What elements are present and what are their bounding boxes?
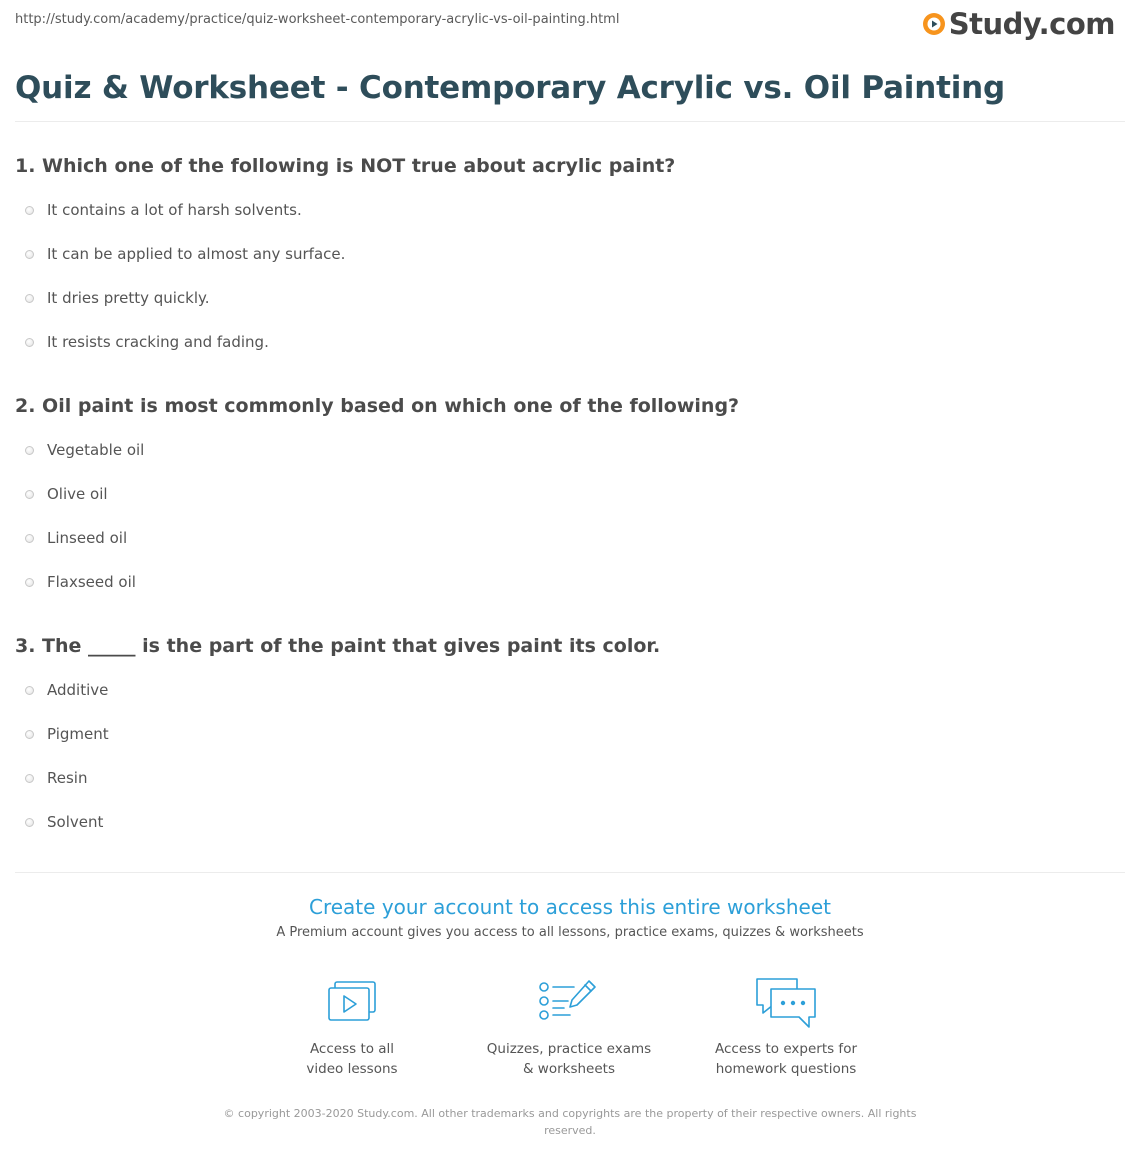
create-account-link[interactable]: Create your account to access this entire worksheet bbox=[309, 895, 831, 919]
answer-option[interactable] bbox=[25, 483, 108, 505]
answer-option[interactable] bbox=[25, 679, 108, 701]
question-text: 3. The _____ is the part of the paint that gives paint its color. bbox=[15, 635, 661, 657]
play-circle-icon bbox=[922, 12, 946, 36]
answer-option[interactable] bbox=[25, 199, 302, 221]
answer-label: Flaxseed oil bbox=[47, 573, 136, 591]
top-bar bbox=[15, 0, 1125, 48]
answer-label: Solvent bbox=[47, 813, 104, 831]
answer-option[interactable] bbox=[25, 811, 103, 833]
answer-option[interactable] bbox=[25, 527, 127, 549]
answer-label: Vegetable oil bbox=[47, 441, 145, 459]
title-divider bbox=[15, 121, 1125, 122]
radio-button[interactable] bbox=[25, 294, 34, 303]
answer-label: Resin bbox=[47, 769, 88, 787]
radio-button[interactable] bbox=[25, 730, 34, 739]
feature-quizzes bbox=[469, 975, 669, 1079]
video-lessons-icon bbox=[317, 975, 387, 1031]
radio-button[interactable] bbox=[25, 534, 34, 543]
answer-option[interactable] bbox=[25, 571, 136, 593]
answer-label: Pigment bbox=[47, 725, 109, 743]
answer-option[interactable] bbox=[25, 287, 210, 309]
page-url[interactable]: http://study.com/academy/practice/quiz-worksheet-contemporary-acrylic-vs-oil-painting.html bbox=[15, 12, 620, 27]
study-logo[interactable] bbox=[922, 6, 1115, 42]
chat-bubbles-icon bbox=[751, 975, 821, 1031]
question-1 bbox=[15, 155, 1125, 351]
answer-label: Olive oil bbox=[47, 485, 108, 503]
answer-label: Linseed oil bbox=[47, 529, 128, 547]
radio-button[interactable] bbox=[25, 446, 34, 455]
feature-label: Quizzes, practice exams & worksheets bbox=[486, 1041, 652, 1077]
feature-label: Access to all video lessons bbox=[306, 1041, 398, 1077]
page-title: Quiz & Worksheet - Contemporary Acrylic vs. Oil Painting bbox=[15, 70, 1006, 106]
answer-label: It dries pretty quickly. bbox=[47, 289, 210, 307]
question-text: 2. Oil paint is most commonly based on which one of the following? bbox=[15, 395, 740, 417]
feature-experts bbox=[686, 975, 886, 1079]
answer-label: It can be applied to almost any surface. bbox=[47, 245, 346, 263]
feature-label: Access to experts for homework questions bbox=[714, 1041, 857, 1077]
copyright-notice: © copyright 2003-2020 Study.com. All other trademarks and copyrights are the property of their respective owners. All rights reserved. bbox=[223, 1107, 917, 1137]
answer-option[interactable] bbox=[25, 439, 144, 461]
answer-label: It contains a lot of harsh solvents. bbox=[47, 201, 302, 219]
answer-label: Additive bbox=[47, 681, 109, 699]
radio-button[interactable] bbox=[25, 774, 34, 783]
radio-button[interactable] bbox=[25, 206, 34, 215]
radio-button[interactable] bbox=[25, 338, 34, 347]
logo-wordmark: Study.com bbox=[948, 6, 1115, 41]
answer-option[interactable] bbox=[25, 767, 87, 789]
radio-button[interactable] bbox=[25, 818, 34, 827]
page bbox=[15, 0, 1125, 1137]
answer-option[interactable] bbox=[25, 243, 345, 265]
section-divider bbox=[15, 872, 1125, 873]
question-text: 1. Which one of the following is NOT true about acrylic paint? bbox=[15, 155, 676, 177]
premium-description: A Premium account gives you access to all lessons, practice exams, quizzes & worksheets bbox=[276, 925, 864, 940]
question-2 bbox=[15, 395, 1125, 591]
radio-button[interactable] bbox=[25, 490, 34, 499]
radio-button[interactable] bbox=[25, 578, 34, 587]
feature-video-lessons bbox=[252, 975, 452, 1079]
radio-button[interactable] bbox=[25, 686, 34, 695]
radio-button[interactable] bbox=[25, 250, 34, 259]
answer-option[interactable] bbox=[25, 723, 109, 745]
answer-label: It resists cracking and fading. bbox=[47, 333, 269, 351]
quiz-checklist-icon bbox=[534, 975, 604, 1031]
question-3 bbox=[15, 635, 1125, 831]
answer-option[interactable] bbox=[25, 331, 269, 353]
